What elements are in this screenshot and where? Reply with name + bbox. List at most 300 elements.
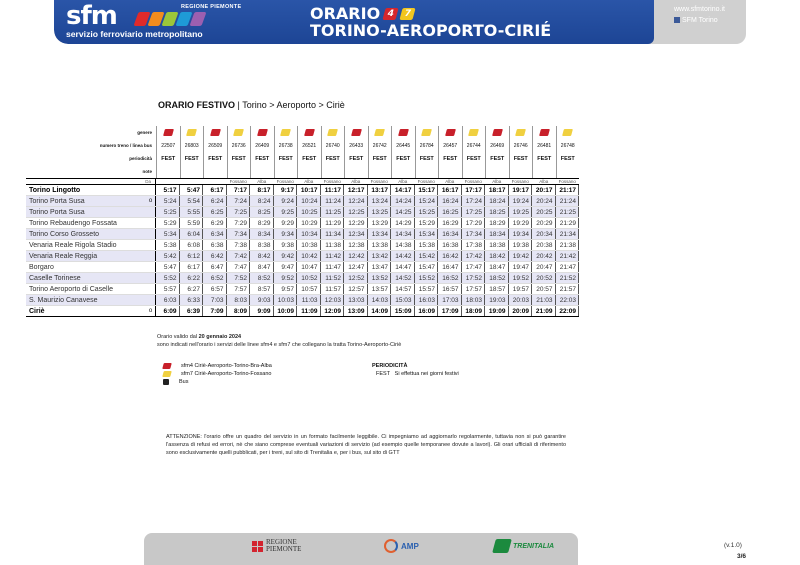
time-cell: 7:47 [227,262,251,272]
time-cell: 15:47 [415,262,439,272]
time-cell: 17:17 [462,185,486,195]
table-row [26,229,579,240]
time-cell: 17:38 [462,240,486,250]
train-period: FEST [203,152,227,165]
train-period: FEST [250,152,274,165]
footer-logos [144,533,578,565]
time-cell: 7:38 [227,240,251,250]
time-cell: 8:38 [250,240,274,250]
time-cell: 16:29 [438,218,462,228]
header-cell [438,126,462,139]
time-cell: 10:42 [297,251,321,261]
time-cell: 9:24 [274,196,298,206]
header-cell [250,126,274,139]
train-period: FEST [180,152,204,165]
time-cell: 12:24 [344,196,368,206]
time-cell: 6:04 [180,229,204,239]
train-number: 26744 [462,139,486,152]
time-cell: 11:09 [297,306,321,316]
time-cell: 11:38 [321,240,345,250]
validity-notes [157,333,401,349]
time-cell: 18:42 [485,251,509,261]
time-cell: 8:17 [250,185,274,195]
time-cell: 18:34 [485,229,509,239]
section-title-bold: ORARIO FESTIVO [158,100,236,110]
stripe-icon [189,12,206,26]
time-cell: 11:29 [321,218,345,228]
stop-mark [146,273,156,283]
time-cell: 16:42 [438,251,462,261]
logo-text: AMP [401,541,419,551]
time-cell: 8:09 [227,306,251,316]
sfm4-icon [257,129,268,136]
origin-cell: Fossano [276,179,294,184]
header-cell [415,126,439,139]
time-cell: 10:24 [297,196,321,206]
time-cell: 11:25 [321,207,345,217]
time-cell: 14:42 [391,251,415,261]
time-cell: 7:57 [227,284,251,294]
time-cell: 15:57 [415,284,439,294]
time-cell: 18:29 [485,218,509,228]
time-cell: 9:42 [274,251,298,261]
region-label: REGIONE PIEMONTE [181,4,242,10]
time-cell: 6:17 [203,185,227,195]
train-period: FEST [368,152,392,165]
time-cell: 13:38 [368,240,392,250]
row-label: genere [137,130,152,135]
time-cell: 12:09 [321,306,345,316]
sfm-brand: sfm [66,1,117,31]
train-period: FEST [462,152,486,165]
sfm-logo [66,1,256,40]
legend-label: sfm4 Ciriè-Aeroporto-Torino-Bra-Alba [181,363,272,369]
legend-label: sfm7 Ciriè-Aeroporto-Torino-Fossano [181,371,272,377]
time-cell: 6:29 [203,218,227,228]
header-cell [180,165,204,178]
stop-mark [146,207,156,217]
time-cell: 5:52 [156,273,180,283]
time-cell: 20:42 [532,251,556,261]
origin-cell: Alba [304,179,314,184]
time-cell: 20:57 [532,284,556,294]
time-cell: 14:17 [391,185,415,195]
sfm7-icon [186,129,197,136]
time-cell: 5:42 [156,251,180,261]
header-cell [227,165,251,178]
time-cell: 22:09 [556,306,580,316]
train-number: 26445 [391,139,415,152]
sfm4-icon [539,129,550,136]
train-period: FEST [297,152,321,165]
train-number: 26740 [321,139,345,152]
origin-cell: Fossano [511,179,529,184]
time-cell: 6:27 [180,284,204,294]
time-cell: 5:34 [156,229,180,239]
time-cell: 14:24 [391,196,415,206]
train-period: FEST [485,152,509,165]
sfm7-icon [468,129,479,136]
table-row [26,185,579,196]
time-cell: 14:38 [391,240,415,250]
time-cell: 11:03 [297,295,321,305]
train-number: 26457 [438,139,462,152]
header-cell [532,126,556,139]
time-cell: 12:57 [344,284,368,294]
stop-mark [146,295,156,305]
origin-cell: Alba [492,179,502,184]
origin-cell: Fossano [323,179,341,184]
time-cell: 6:39 [180,306,204,316]
time-cell: 10:34 [297,229,321,239]
time-cell: 13:52 [368,273,392,283]
header-cell [509,126,533,139]
time-cell: 6:42 [203,251,227,261]
time-cell: 11:17 [321,185,345,195]
trenitalia-logo [494,539,554,553]
time-cell: 16:34 [438,229,462,239]
header-cell [274,126,298,139]
time-cell: 9:57 [274,284,298,294]
time-cell: 15:34 [415,229,439,239]
train-period: FEST [391,152,415,165]
time-cell: 21:57 [556,284,580,294]
header-cell [321,126,345,139]
header-cell [321,165,345,178]
row-label: note [142,169,152,174]
time-cell: 19:42 [509,251,533,261]
time-cell: 19:47 [509,262,533,272]
time-cell: 11:42 [321,251,345,261]
time-cell: 5:47 [180,185,204,195]
train-period: FEST [321,152,345,165]
periodicity-description: Si effettua nei giorni festivi [394,371,459,377]
time-cell: 5:29 [156,218,180,228]
time-cell: 8:24 [250,196,274,206]
legend [163,362,272,386]
title-orario: ORARIO [310,4,381,23]
trenitalia-mark-icon [492,539,512,553]
time-cell: 5:17 [156,185,180,195]
time-cell: 16:24 [438,196,462,206]
sfm4-icon [351,129,362,136]
time-cell: 13:34 [368,229,392,239]
time-cell: 9:34 [274,229,298,239]
table-row [26,262,579,273]
origin-cell: Fossano [417,179,435,184]
time-cell: 12:25 [344,207,368,217]
stop-mark [146,251,156,261]
time-cell: 12:34 [344,229,368,239]
header-cell [180,126,204,139]
time-cell: 13:25 [368,207,392,217]
time-cell: 10:38 [297,240,321,250]
time-cell: 5:55 [180,207,204,217]
time-cell: 12:52 [344,273,368,283]
valid-date: 20 gennaio 2024 [198,334,242,340]
table-row [26,295,579,306]
train-number: 26746 [509,139,533,152]
station-name: Torino Rebaudengo Fossata [29,219,117,227]
station-name: Torino Corso Grosseto [29,230,100,238]
time-cell: 21:34 [556,229,580,239]
time-cell: 19:17 [509,185,533,195]
time-cell: 5:47 [156,262,180,272]
station-name: Torino Aeroporto di Caselle [29,285,114,293]
page-number: 3/6 [737,553,747,560]
sfm7-icon [327,129,338,136]
time-cell: 9:25 [274,207,298,217]
time-cell: 21:38 [556,240,580,250]
time-cell: 20:34 [532,229,556,239]
station-name: Venaria Reale Rigola Stadio [29,241,117,249]
sfm7-icon [515,129,526,136]
time-cell: 21:42 [556,251,580,261]
time-cell: 6:22 [180,273,204,283]
time-cell: 8:03 [227,295,251,305]
time-cell: 10:52 [297,273,321,283]
time-cell: 12:38 [344,240,368,250]
time-cell: 18:57 [485,284,509,294]
time-cell: 12:17 [344,185,368,195]
time-cell: 19:24 [509,196,533,206]
header-cell [344,126,368,139]
time-cell: 16:25 [438,207,462,217]
time-cell: 7:52 [227,273,251,283]
time-cell: 7:03 [203,295,227,305]
facebook-link[interactable] [674,17,725,24]
table-row [26,306,579,317]
row-label: Da [26,179,156,184]
time-cell: 16:52 [438,273,462,283]
train-number: 26409 [250,139,274,152]
header-cell [203,126,227,139]
time-cell: 17:34 [462,229,486,239]
header-cell [509,165,533,178]
header-cell [391,165,415,178]
time-cell: 19:52 [509,273,533,283]
time-cell: 18:38 [485,240,509,250]
time-cell: 15:52 [415,273,439,283]
header-cell [556,126,580,139]
table-row [26,196,579,207]
logo-text: PIEMONTE [266,545,302,553]
time-cell: 17:47 [462,262,486,272]
stop-mark: o [146,196,156,206]
table-row [26,251,579,262]
header-cell [227,126,251,139]
time-cell: 13:42 [368,251,392,261]
time-cell: 7:09 [203,306,227,316]
origin-cell: Alba [257,179,267,184]
attention-notice: ATTENZIONE: l'orario offre un quadro del servizio in un formato facilmente leggibile. Ci impegniamo ad aggiornarlo regolarmente, tuttavia non si può garantire l'assenza di refusi ed errori, nè che siano comprese eventuali variazioni di servizio (ad esempio quelle temporanee dovute a lavori). Gli orari ufficiali di riferimento sono esclusivamente quelli pubblicati, per i treni, sul sito di Trenitalia e, per i bus, sul sito di GTT [166,434,566,457]
periodicity-legend [372,362,459,378]
station-name: Ciriè [29,307,45,315]
time-cell: 11:34 [321,229,345,239]
train-period: FEST [556,152,580,165]
time-cell: 12:03 [321,295,345,305]
sfm4-icon [492,129,503,136]
notes-description: sono indicati nell'orario i servizi delle linee sfm4 e sfm7 che collegano la tratta Torino-Aeroporto-Ciriè [157,342,402,348]
time-cell: 7:29 [227,218,251,228]
regione-piemonte-logo [252,539,301,553]
time-cell: 16:09 [415,306,439,316]
facebook-label: SFM Torino [682,17,718,24]
time-cell: 15:09 [391,306,415,316]
time-cell: 12:29 [344,218,368,228]
header-cell [203,165,227,178]
time-cell: 12:47 [344,262,368,272]
sfm7-icon [233,129,244,136]
time-cell: 16:38 [438,240,462,250]
time-cell: 15:38 [415,240,439,250]
origin-row [26,178,579,185]
time-cell: 17:03 [438,295,462,305]
time-cell: 5:59 [180,218,204,228]
time-cell: 6:17 [180,262,204,272]
periodicity-code: FEST [376,371,391,377]
page-title [310,5,551,39]
header-cell [156,165,180,178]
stop-mark [146,229,156,239]
time-cell: 10:29 [297,218,321,228]
time-cell: 19:09 [485,306,509,316]
train-period: FEST [156,152,180,165]
header-cell [297,165,321,178]
sfm-subtitle: servizio ferroviario metropolitano [66,29,203,39]
train-period: FEST [227,152,251,165]
time-cell: 18:03 [462,295,486,305]
time-cell: 21:24 [556,196,580,206]
station-name: Borgaro [29,263,54,271]
train-number: 26433 [344,139,368,152]
train-number: 26736 [227,139,251,152]
train-number: 26742 [368,139,392,152]
header-links [674,6,725,28]
time-cell: 14:29 [391,218,415,228]
time-cell: 10:03 [274,295,298,305]
time-cell: 15:17 [415,185,439,195]
logo-text: REGIONE [266,538,297,546]
time-cell: 7:42 [227,251,251,261]
time-cell: 14:57 [391,284,415,294]
time-cell: 7:24 [227,196,251,206]
logo-text: TRENITALIA [513,542,555,550]
time-cell: 6:09 [156,306,180,316]
time-cell: 6:38 [203,240,227,250]
time-cell: 13:47 [368,262,392,272]
website-link[interactable]: www.sfmtorino.it [674,6,725,13]
station-name: Torino Porta Susa [29,208,85,216]
bus-icon [163,379,169,385]
row-label: periodicità [129,156,152,161]
header-cell [462,126,486,139]
time-cell: 6:34 [203,229,227,239]
time-cell: 15:29 [415,218,439,228]
time-cell: 6:08 [180,240,204,250]
time-cell: 16:17 [438,185,462,195]
origin-cell: Alba [398,179,408,184]
train-period: FEST [415,152,439,165]
time-cell: 6:33 [180,295,204,305]
time-cell: 11:52 [321,273,345,283]
time-cell: 10:57 [297,284,321,294]
time-cell: 21:17 [556,185,580,195]
time-cell: 9:17 [274,185,298,195]
title-route: TORINO-AEROPORTO-CIRIÉ [310,21,552,40]
time-cell: 13:57 [368,284,392,294]
time-cell: 6:24 [203,196,227,206]
time-cell: 7:17 [227,185,251,195]
table-row [26,273,579,284]
sfm7-icon [562,129,573,136]
header-cell [462,165,486,178]
header-cell [485,165,509,178]
sfm4-badge-icon: 4 [383,8,399,20]
header-cell [391,126,415,139]
station-name: Torino Lingotto [29,186,81,194]
time-cell: 11:47 [321,262,345,272]
amp-mark-icon [384,539,398,553]
time-cell: 18:24 [485,196,509,206]
time-cell: 20:38 [532,240,556,250]
time-cell: 11:57 [321,284,345,294]
time-cell: 9:47 [274,262,298,272]
header-cell [297,126,321,139]
time-cell: 8:57 [250,284,274,294]
periodicity-row [26,152,579,165]
train-period: FEST [509,152,533,165]
station-name: Caselle Torinese [29,274,81,282]
table-header [26,126,579,178]
time-cell: 8:47 [250,262,274,272]
time-cell: 15:24 [415,196,439,206]
train-period: FEST [438,152,462,165]
time-cell: 5:25 [156,207,180,217]
time-cell: 18:47 [485,262,509,272]
time-cell: 15:25 [415,207,439,217]
table-row [26,240,579,251]
time-cell: 14:03 [368,295,392,305]
time-cell: 6:03 [156,295,180,305]
time-cell: 19:25 [509,207,533,217]
train-number-row [26,139,579,152]
time-cell: 13:03 [344,295,368,305]
time-cell: 18:17 [485,185,509,195]
time-cell: 15:03 [391,295,415,305]
stop-mark [146,218,156,228]
header-cell [415,165,439,178]
time-cell: 17:57 [462,284,486,294]
time-cell: 16:03 [415,295,439,305]
train-period: FEST [532,152,556,165]
header-cell [368,165,392,178]
stop-mark [146,240,156,250]
time-cell: 7:34 [227,229,251,239]
header-banner [54,0,746,44]
train-number: 26784 [415,139,439,152]
table-row [26,218,579,229]
train-number: 26738 [274,139,298,152]
station-name: Torino Porta Susa [29,197,85,205]
time-cell: 6:25 [203,207,227,217]
section-title-route: | Torino > Aeroporto > Ciriè [235,100,345,110]
time-cell: 21:52 [556,273,580,283]
piemonte-flag-icon [252,541,263,552]
header-cell [156,126,180,139]
train-number: 26509 [203,139,227,152]
time-cell: 19:29 [509,218,533,228]
